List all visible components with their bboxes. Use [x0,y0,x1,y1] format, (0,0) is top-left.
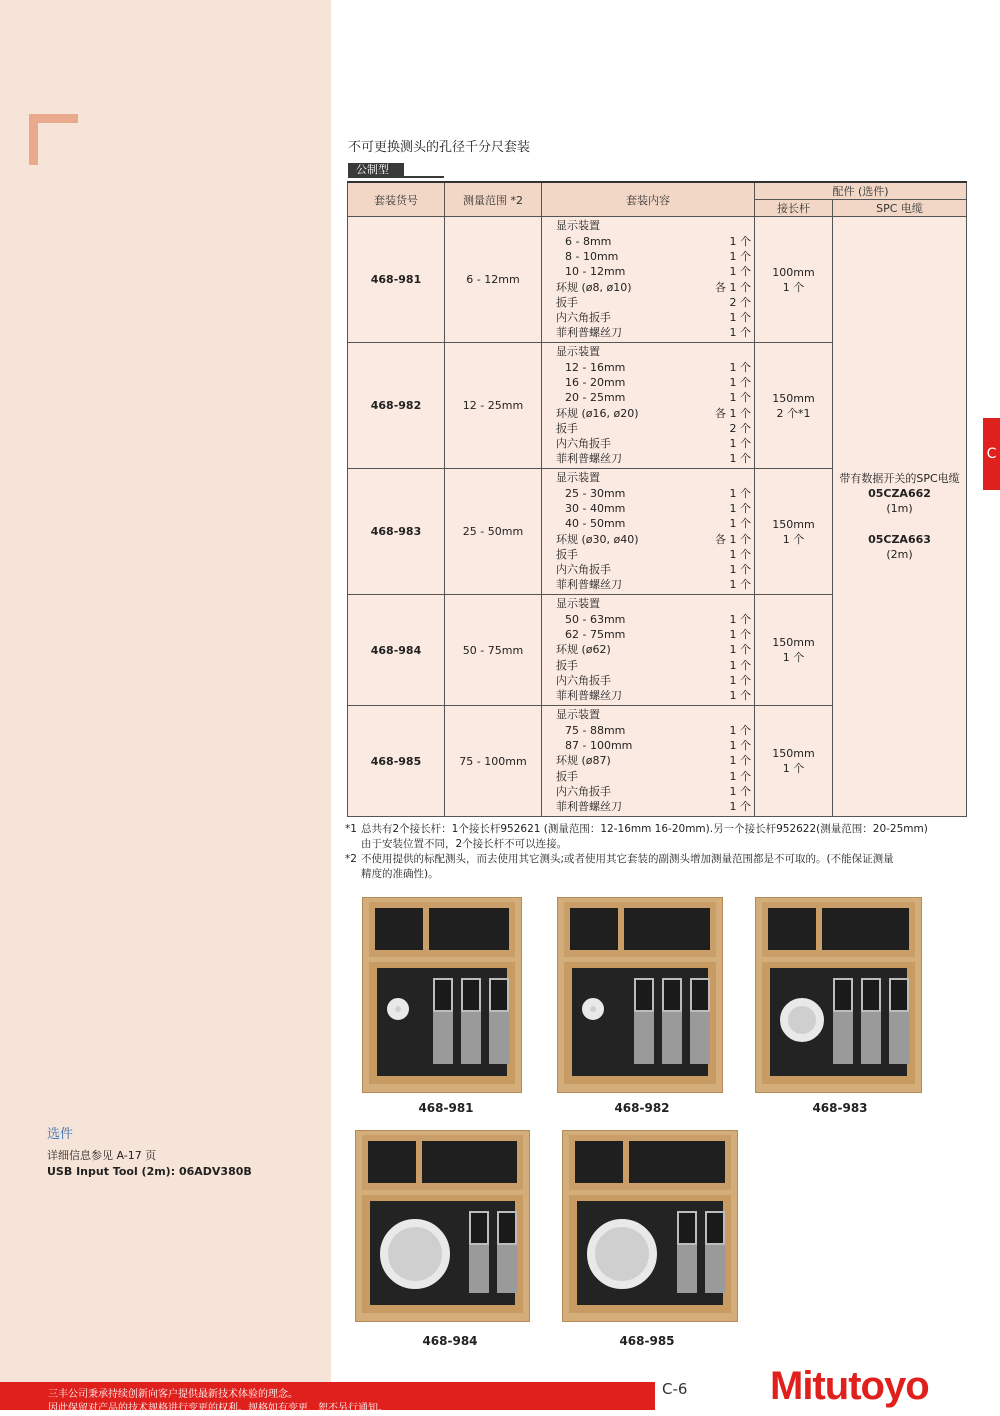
content-item [556,627,751,642]
content-item-name: 50 - 63mm [565,612,626,626]
content-item-qty: 1 个 [729,452,751,466]
content-item-name: 25 - 30mm [565,486,626,500]
set-spec-table [347,181,967,817]
content-item [556,501,751,516]
header-spc-cable: SPC 电缆 [833,200,967,217]
cable-len-2m: (2m) [886,548,913,561]
content-item [556,375,751,390]
content-item [556,234,751,249]
usb-label: USB Input Tool (2m): [47,1165,179,1178]
measuring-range: 25 - 50mm [445,469,542,595]
content-item-name: 87 - 100mm [565,739,633,753]
product-photo-468-983 [755,897,922,1093]
footnote-text: 总共有2个接长杆：1个接长杆952621 (测量范围：12-16mm 16-20mm).另一个接长杆952622(测量范围：20-25mm) [361,823,928,835]
content-item-name: 显示装置 [556,597,600,611]
content-item-name: 扳手 [556,421,578,435]
product-photo-468-982 [557,897,723,1093]
product-photo-468-985 [562,1130,738,1322]
content-item-name: 菲利普螺丝刀 [556,800,622,814]
footnote-mark [345,867,361,882]
content-item-name: 内六角扳手 [556,784,611,798]
content-item-qty: 1 个 [729,326,751,340]
metric-type-label: 公制型 [348,163,404,177]
content-item-name: 16 - 20mm [565,375,626,389]
content-item-qty: 1 个 [729,517,751,531]
content-item-qty: 1 个 [729,391,751,405]
content-item [556,249,751,264]
footer-line-1: 三丰公司秉承持续创新向客户提供最新技术体验的理念。 [48,1389,298,1400]
footnote-text: 精度的准确性)。 [361,868,439,880]
page-title: 不可更换测头的孔径千分尺套装 [348,140,531,155]
content-item-name: 环规 (ø62) [556,643,611,657]
rod-length: 150mm [772,747,815,760]
left-sidebar [0,0,331,1410]
content-item-qty: 1 个 [729,311,751,325]
content-item-name: 环规 (ø16, ø20) [556,406,639,420]
content-item-qty: 1 个 [729,437,751,451]
extension-rod [755,217,833,343]
measuring-range: 12 - 25mm [445,343,542,469]
content-item-name: 扳手 [556,658,578,672]
table-row [348,217,967,343]
content-item-name: 40 - 50mm [565,517,626,531]
rod-quantity: 1 个 [782,762,805,775]
content-item [556,406,751,421]
content-item-name: 20 - 25mm [565,391,626,405]
content-item [556,753,751,768]
product-photo-468-984 [355,1130,530,1322]
content-item-name: 显示装置 [556,219,600,233]
content-item-qty: 1 个 [729,800,751,814]
content-item [556,436,751,451]
content-item-qty: 1 个 [729,643,751,657]
content-item-name: 扳手 [556,769,578,783]
content-item-qty: 1 个 [729,612,751,626]
content-item-name: 显示装置 [556,345,600,359]
content-item-qty: 1 个 [729,628,751,642]
content-item-qty: 1 个 [729,563,751,577]
measuring-range: 75 - 100mm [445,706,542,817]
content-item-name: 菲利普螺丝刀 [556,578,622,592]
content-item-qty: 1 个 [729,739,751,753]
content-item-name: 30 - 40mm [565,501,626,515]
content-item-qty: 1 个 [729,723,751,737]
content-item-name: 8 - 10mm [565,249,619,263]
set-code: 468-985 [348,706,445,817]
metric-type-tab [348,163,444,177]
content-item [556,738,751,753]
content-item [556,325,751,340]
footnote-line [345,837,970,852]
content-item-name: 75 - 88mm [565,723,626,737]
footnote-line [345,822,970,837]
content-item [556,769,751,784]
rod-length: 150mm [772,517,815,531]
content-item [556,723,751,738]
content-item [556,673,751,688]
extension-rod [755,595,833,706]
content-item-name: 菲利普螺丝刀 [556,326,622,340]
content-item [556,218,751,233]
measuring-range: 50 - 75mm [445,595,542,706]
set-code: 468-982 [348,343,445,469]
content-item [556,642,751,657]
content-item [556,547,751,562]
section-tab-c[interactable]: C [983,418,1000,490]
header-accessories: 配件 (选件) [755,182,967,200]
content-item-qty: 1 个 [729,754,751,768]
header-extension-rod: 接长杆 [755,200,833,217]
content-item-qty: 各 1 个 [715,532,751,546]
content-item-qty: 1 个 [729,769,751,783]
content-item-qty: 1 个 [729,689,751,703]
set-contents [542,343,755,469]
corner-bracket-decoration [29,114,78,165]
content-item-name: 环规 (ø8, ø10) [556,280,632,294]
footnote-mark [345,837,361,852]
cable-desc: 带有数据开关的SPC电缆 [839,472,960,485]
content-item [556,658,751,673]
content-item [556,562,751,577]
content-item-name: 62 - 75mm [565,628,626,642]
content-item [556,612,751,627]
rod-length: 100mm [772,265,815,279]
content-item-name: 扳手 [556,547,578,561]
content-item [556,486,751,501]
footer-line-2: 因此保留对产品的技术规格进行变更的权利。规格如有变更，恕不另行通知。 [48,1403,388,1414]
footnote-text: 由于安装位置不同，2个接长杆不可以连接。 [361,838,568,850]
header-code: 套装货号 [348,182,445,217]
photo-caption: 468-985 [619,1334,675,1348]
content-item [556,310,751,325]
content-item-name: 显示装置 [556,471,600,485]
content-item-qty: 1 个 [729,234,751,248]
content-item-name: 12 - 16mm [565,360,626,374]
options-title: 选件 [47,1127,74,1142]
set-contents [542,706,755,817]
usb-input-tool [47,1164,252,1180]
content-item-qty: 1 个 [729,249,751,263]
content-item-name: 6 - 8mm [565,234,612,248]
content-item [556,577,751,592]
content-item [556,360,751,375]
content-item-qty: 1 个 [729,673,751,687]
cable-code-1m: 05CZA662 [868,487,931,500]
content-item-qty: 2 个 [729,295,751,309]
content-item-qty: 各 1 个 [715,406,751,420]
options-reference: 详细信息参见 A-17 页 [47,1149,157,1162]
rod-length: 150mm [772,391,815,405]
cable-code-2m: 05CZA663 [868,533,931,546]
extension-rod [755,469,833,595]
rod-quantity: 1 个 [782,532,805,546]
footnotes [345,822,970,882]
page-number: C-6 [662,1380,688,1398]
extension-rod [755,343,833,469]
content-item-name: 菲利普螺丝刀 [556,452,622,466]
content-item-qty: 1 个 [729,547,751,561]
content-item-qty: 2 个 [729,421,751,435]
content-item-qty: 1 个 [729,486,751,500]
content-item-qty: 1 个 [729,578,751,592]
content-item [556,688,751,703]
content-item [556,280,751,295]
usb-code: 06ADV380B [178,1165,252,1178]
product-photo-468-981 [362,897,522,1093]
content-item-name: 内六角扳手 [556,311,611,325]
content-item-name: 内六角扳手 [556,563,611,577]
content-item-qty: 1 个 [729,360,751,374]
content-item-qty: 1 个 [729,375,751,389]
set-contents [542,469,755,595]
footnote-mark: *1 [345,823,357,835]
photo-caption: 468-983 [812,1101,868,1115]
content-item-name: 内六角扳手 [556,437,611,451]
content-item [556,295,751,310]
content-item-name: 菲利普螺丝刀 [556,689,622,703]
content-item-qty: 1 个 [729,501,751,515]
content-item [556,451,751,466]
content-item-name: 环规 (ø30, ø40) [556,532,639,546]
footnote-line [345,852,970,867]
content-item [556,707,751,722]
rod-quantity: 2 个*1 [776,406,811,420]
footnote-mark: *2 [345,853,357,865]
content-item-name: 10 - 12mm [565,265,626,279]
content-item [556,390,751,405]
content-item [556,470,751,485]
content-item [556,421,751,436]
set-code: 468-984 [348,595,445,706]
content-item [556,264,751,279]
rod-quantity: 1 个 [782,651,805,664]
content-item [556,784,751,799]
rod-quantity: 1 个 [782,280,805,294]
content-item-qty: 1 个 [729,658,751,672]
content-item-qty: 1 个 [729,784,751,798]
footer-text [48,1388,388,1416]
set-code: 468-983 [348,469,445,595]
set-contents [542,595,755,706]
content-item [556,344,751,359]
cable-len-1m: (1m) [886,502,913,515]
measuring-range: 6 - 12mm [445,217,542,343]
photo-caption: 468-981 [418,1101,474,1115]
spc-cable-cell [833,217,967,817]
rod-length: 150mm [772,636,815,649]
set-contents [542,217,755,343]
header-range: 测量范围 *2 [445,182,542,217]
footnote-text: 不使用提供的标配测头，而去使用其它测头;或者使用其它套装的副测头增加测量范围都是不可取的。(不能保证测量 [361,853,894,865]
content-item [556,596,751,611]
options-block [47,1127,252,1180]
content-item-name: 显示装置 [556,708,600,722]
content-item-qty: 各 1 个 [715,280,751,294]
content-item-name: 内六角扳手 [556,673,611,687]
photo-caption: 468-982 [614,1101,670,1115]
content-item-qty: 1 个 [729,265,751,279]
content-item-name: 环规 (ø87) [556,754,611,768]
content-item [556,516,751,531]
photo-caption: 468-984 [422,1334,478,1348]
set-code: 468-981 [348,217,445,343]
mitutoyo-logo: Mitutoyo [770,1364,929,1408]
content-item-name: 扳手 [556,295,578,309]
content-item [556,799,751,814]
header-contents: 套装内容 [542,182,755,217]
content-item [556,532,751,547]
footnote-line [345,867,970,882]
extension-rod [755,706,833,817]
